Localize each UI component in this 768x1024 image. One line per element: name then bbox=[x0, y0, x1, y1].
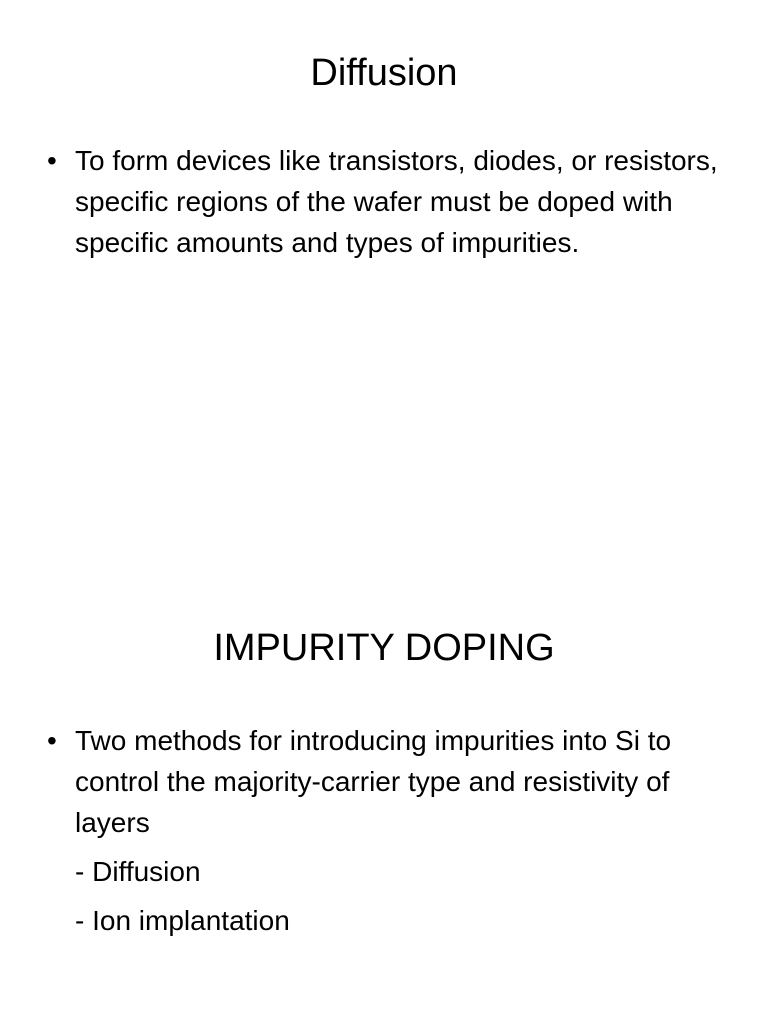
bullet-item bbox=[47, 140, 727, 263]
slide-title: IMPURITY DOPING bbox=[213, 627, 555, 669]
sub-item-ion-implantation: - Ion implantation bbox=[75, 905, 290, 936]
slide-impurity-doping bbox=[0, 512, 768, 1024]
sub-item-diffusion: - Diffusion bbox=[75, 856, 201, 887]
slide-body bbox=[47, 140, 727, 263]
bullet-marker: • bbox=[47, 145, 57, 176]
bullet-text: Two methods for introducing impurities into Si to control the majority-carrier type and resistivity of layers bbox=[75, 725, 672, 838]
slide-title: Diffusion bbox=[310, 52, 458, 94]
bullet-item bbox=[47, 720, 727, 843]
slide-body bbox=[47, 720, 727, 941]
bullet-marker: • bbox=[47, 725, 57, 756]
bullet-text: To form devices like transistors, diodes, or resistors, specific regions of the wafer must be doped with specific amounts and types of impurities. bbox=[75, 145, 718, 258]
